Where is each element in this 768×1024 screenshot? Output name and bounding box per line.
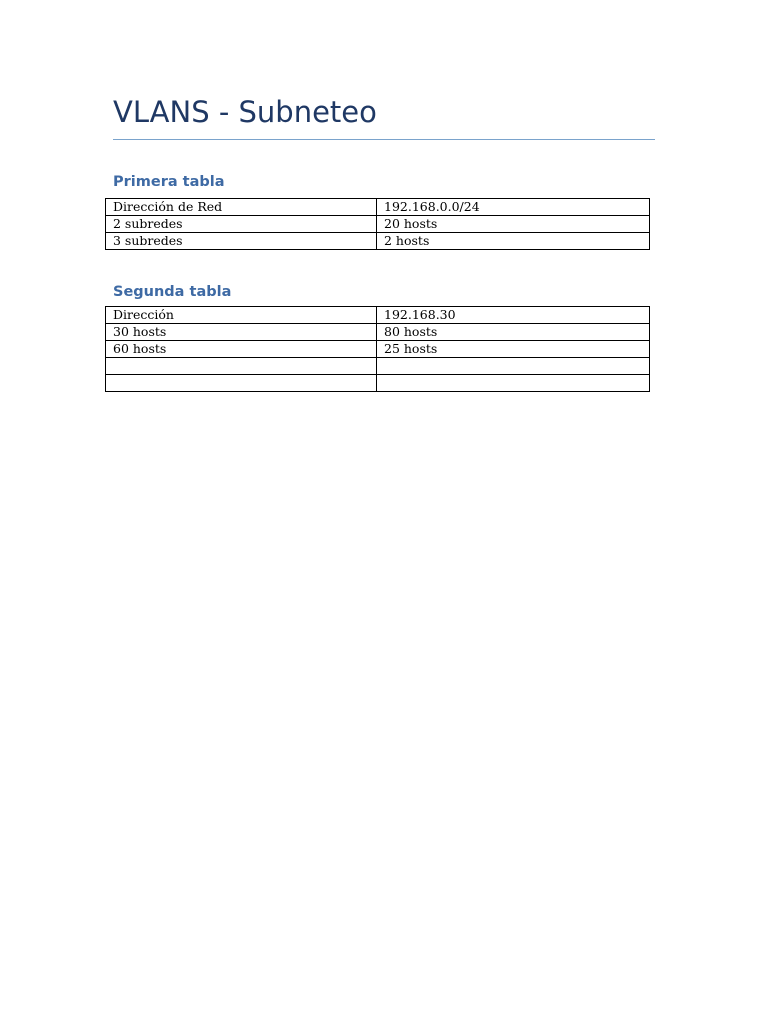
table-row — [106, 324, 650, 341]
table-cell — [377, 358, 650, 375]
table-row — [106, 341, 650, 358]
table-cell: Dirección — [106, 307, 377, 324]
segunda-tabla — [105, 306, 650, 392]
table-cell: 192.168.0.0/24 — [377, 199, 650, 216]
table-row — [106, 216, 650, 233]
table-cell: 2 hosts — [377, 233, 650, 250]
section-heading-segunda: Segunda tabla — [113, 284, 232, 300]
section-heading-primera: Primera tabla — [113, 174, 225, 190]
table-cell: Dirección de Red — [106, 199, 377, 216]
table-row — [106, 307, 650, 324]
document-title: VLANS - Subneteo — [113, 95, 377, 129]
table-row — [106, 199, 650, 216]
table-cell — [106, 375, 377, 392]
table-cell: 30 hosts — [106, 324, 377, 341]
table-row — [106, 233, 650, 250]
table-cell: 2 subredes — [106, 216, 377, 233]
table-row — [106, 358, 650, 375]
table-cell: 20 hosts — [377, 216, 650, 233]
title-underline — [113, 139, 655, 140]
primera-tabla — [105, 198, 650, 250]
table-cell: 25 hosts — [377, 341, 650, 358]
table-cell: 192.168.30 — [377, 307, 650, 324]
table-cell: 60 hosts — [106, 341, 377, 358]
table-cell: 80 hosts — [377, 324, 650, 341]
table-cell — [377, 375, 650, 392]
table-cell — [106, 358, 377, 375]
table-row — [106, 375, 650, 392]
table-cell: 3 subredes — [106, 233, 377, 250]
